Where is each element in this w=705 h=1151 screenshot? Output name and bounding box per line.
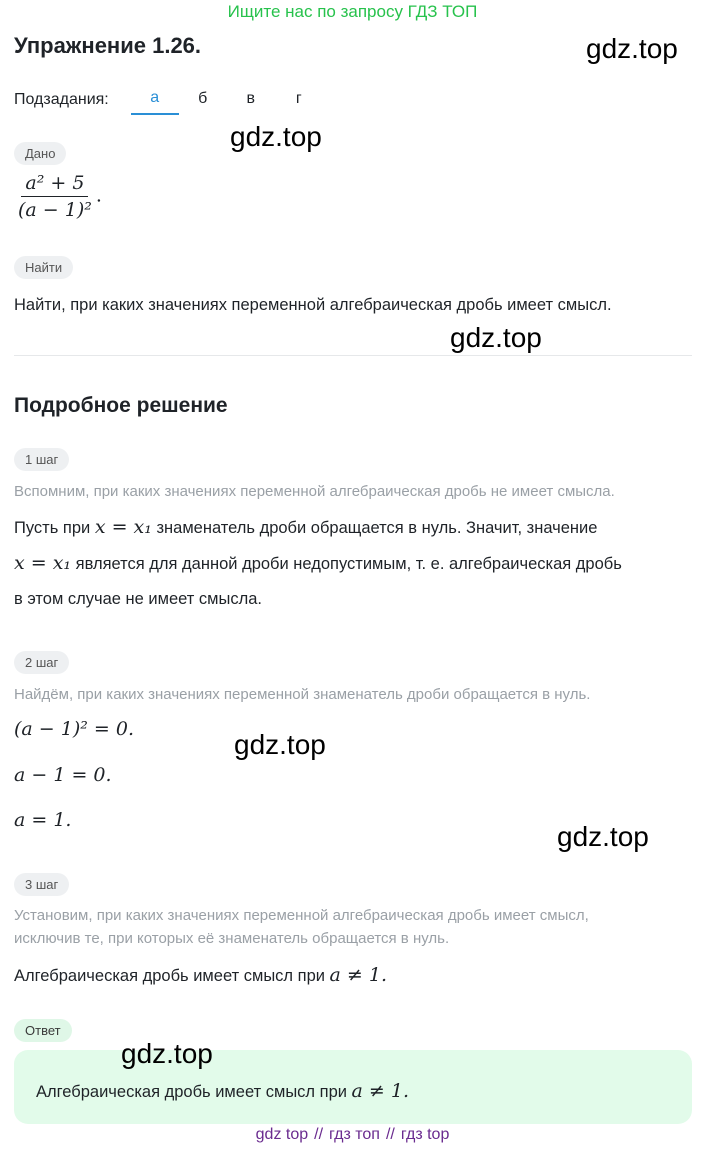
step-label: 3 шаг bbox=[14, 873, 69, 896]
step2-hint: Найдём, при каких значениях переменной знаменатель дроби обращается в нуль. bbox=[14, 686, 591, 703]
tab-b[interactable]: б bbox=[198, 89, 208, 107]
fraction-numerator: a² + 5 bbox=[21, 172, 88, 197]
watermark: gdz.top bbox=[557, 821, 649, 852]
step3-chip bbox=[14, 873, 69, 896]
answer-text bbox=[36, 1080, 409, 1102]
watermark: gdz.top bbox=[234, 729, 326, 760]
fraction-denominator: (a − 1)² bbox=[18, 199, 92, 221]
step1-line1 bbox=[14, 516, 597, 538]
step1-hint: Вспомним, при каких значениях переменной алгебраическая дробь не имеет смысла. bbox=[14, 483, 615, 500]
step1-text: Пусть при bbox=[14, 519, 95, 537]
divider bbox=[14, 355, 692, 356]
footer-link[interactable]: gdz top bbox=[255, 1126, 309, 1143]
find-label: Найти bbox=[14, 256, 73, 279]
fraction bbox=[14, 172, 96, 221]
step-label: 1 шаг bbox=[14, 448, 69, 471]
subtasks-bar bbox=[14, 86, 323, 114]
step2-eq1: (a − 1)² = 0. bbox=[14, 718, 134, 740]
tab-a[interactable]: а bbox=[131, 86, 179, 115]
tab-v[interactable]: в bbox=[246, 89, 255, 107]
watermark: gdz.top bbox=[121, 1038, 213, 1069]
given-fraction bbox=[14, 172, 102, 221]
fraction-punct: . bbox=[95, 184, 102, 207]
step3-text bbox=[14, 964, 387, 986]
answer-chip bbox=[14, 1019, 72, 1042]
given-chip bbox=[14, 142, 66, 165]
step3-math: a ≠ 1. bbox=[329, 964, 388, 986]
step3-hint-1: Установим, при каких значениях переменной алгебраическая дробь имеет смысл, bbox=[14, 907, 589, 924]
step1-line2 bbox=[14, 552, 622, 574]
step2-eq3: a = 1. bbox=[14, 809, 72, 831]
step1-line3: в этом случае не имеет смысла. bbox=[14, 590, 263, 608]
step2-eq2: a − 1 = 0. bbox=[14, 764, 112, 786]
step1-text: является для данной дроби недопустимым, т. е. алгебраическая дробь bbox=[71, 555, 622, 573]
step1-text: знаменатель дроби обращается в нуль. Значит, значение bbox=[151, 519, 598, 537]
footer-link[interactable]: гдз топ bbox=[329, 1126, 380, 1143]
find-chip bbox=[14, 256, 73, 279]
given-label: Дано bbox=[14, 142, 66, 165]
subtasks-label: Подзадания: bbox=[14, 91, 109, 108]
step2-chip bbox=[14, 651, 69, 674]
watermark: gdz.top bbox=[586, 33, 678, 64]
step1-math: x = x₁ bbox=[14, 552, 72, 574]
step-label: 2 шаг bbox=[14, 651, 69, 674]
tab-g[interactable]: г bbox=[295, 89, 302, 107]
footer-link[interactable]: гдз top bbox=[400, 1126, 450, 1143]
footer-separator: // bbox=[385, 1126, 395, 1143]
watermark: gdz.top bbox=[450, 322, 542, 353]
step3-sentence: Алгебраическая дробь имеет смысл при bbox=[14, 967, 330, 985]
step3-hint-2: исключив те, при которых её знаменатель обращается в нуль. bbox=[14, 930, 450, 947]
answer-sentence: Алгебраическая дробь имеет смысл при bbox=[36, 1083, 352, 1101]
exercise-title: Упражнение 1.26. bbox=[14, 33, 202, 58]
step1-chip bbox=[14, 448, 69, 471]
find-text: Найти, при каких значениях переменной алгебраическая дробь имеет смысл. bbox=[14, 296, 612, 314]
step1-math: x = x₁ bbox=[94, 516, 152, 538]
answer-label: Ответ bbox=[14, 1019, 72, 1042]
promo-banner[interactable]: Ищите нас по запросу ГДЗ ТОП bbox=[227, 2, 478, 21]
answer-math: a ≠ 1. bbox=[351, 1080, 410, 1102]
watermark: gdz.top bbox=[230, 121, 322, 152]
solution-title: Подробное решение bbox=[14, 394, 228, 417]
footer-separator: // bbox=[314, 1126, 324, 1143]
footer-links bbox=[0, 1126, 705, 1144]
